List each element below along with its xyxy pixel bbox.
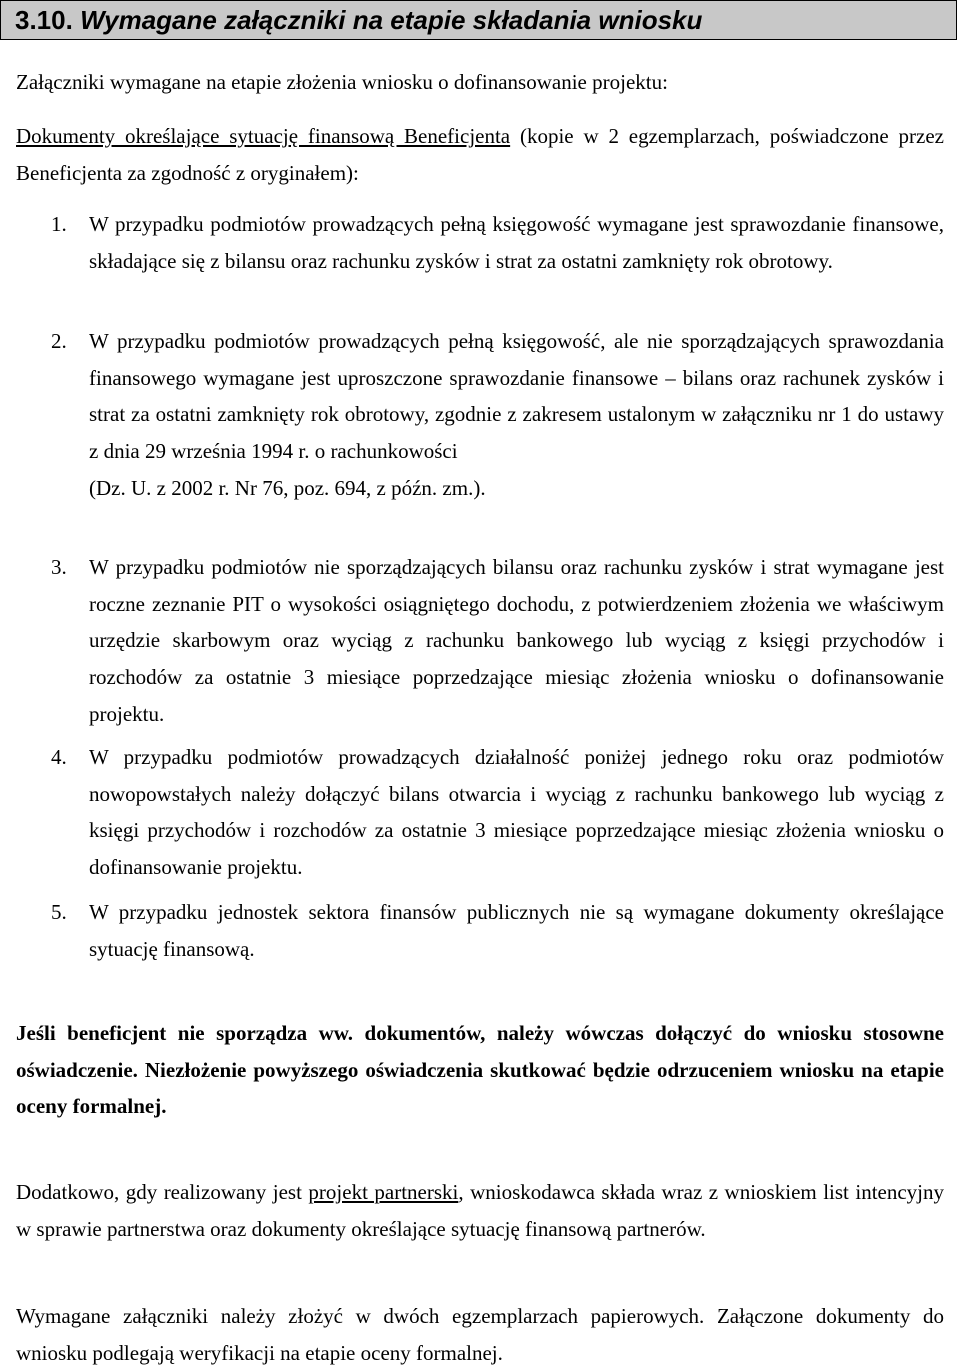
partner-paragraph xyxy=(16,1174,944,1247)
final-paragraph: Wymagane załączniki należy złożyć w dwóch egzemplarzach papierowych. Załączone dokumenty do wniosku podlegają weryfikacji na etapie oceny formalnej. xyxy=(16,1304,944,1365)
list-item-text: W przypadku jednostek sektora finansów publicznych nie są wymagane dokumenty określające sytuację finansową. xyxy=(89,900,944,961)
list-item xyxy=(16,739,944,886)
list-item-text: W przypadku podmiotów nie sporządzających bilansu oraz rachunku zysków i strat wymagane jest roczne zeznanie PIT o wysokości osiągniętego dochodu, z potwierdzeniem złożenia we właściwym urzędzie skarbowym oraz wyciąg z rachunku bankowego lub wyciąg z księgi przychodów i rozchodów za ostatnie 3 miesiące poprzedzające miesiąc złożenia wniosku o dofinansowanie projektu. xyxy=(89,555,944,726)
partner-text-after: , wnioskodawca składa wraz z wnioskiem list intencyjny w sprawie partnerstwa oraz dokumenty określające sytuację finansową partnerów. xyxy=(16,1180,944,1241)
section-number: 3.10. xyxy=(15,5,73,35)
list-item xyxy=(16,323,944,507)
section-title: Wymagane załączniki na etapie składania wniosku xyxy=(80,5,703,35)
list-item-text: W przypadku podmiotów prowadzących pełną księgowość, ale nie sporządzających sprawozdania finansowego wymagane jest uproszczone sprawozdanie finansowe – bilans oraz rachunek zysków i strat za ostatni zamknięty rok obrotowy, zgodnie z zakresem ustalonym w załączniku nr 1 do ustawy z dnia 29 września 1994 r. o rachunkowości xyxy=(89,329,944,464)
list-item-number: 2. xyxy=(51,329,67,353)
bold-note: Jeśli beneficjent nie sporządza ww. dokumentów, należy wówczas dołączyć do wniosku stosowne oświadczenie. Niezłożenie powyższego oświadczenia skutkować będzie odrzuceniem wniosku na etapie oceny formalnej. xyxy=(16,1021,944,1119)
financial-docs-title: Dokumenty określające sytuację finansową Beneficjenta xyxy=(16,124,511,148)
list-item-number: 5. xyxy=(51,900,67,924)
financial-docs-paragraph xyxy=(16,118,944,191)
list-item-text: W przypadku podmiotów prowadzących pełną księgowość wymagane jest sprawozdanie finansowe, składające się z bilansu oraz rachunku zysków i strat za ostatni zamknięty rok obrotowy. xyxy=(89,212,944,273)
list-item xyxy=(16,894,944,967)
list-item-text-reference: (Dz. U. z 2002 r. Nr 76, poz. 694, z późn. zm.). xyxy=(89,475,486,500)
partner-project-link: projekt partnerski xyxy=(308,1180,459,1204)
intro-paragraph: Załączniki wymagane na etapie złożenia wniosku o dofinansowanie projektu: xyxy=(16,70,668,94)
list-item xyxy=(16,549,944,733)
partner-text-before: Dodatkowo, gdy realizowany jest xyxy=(16,1180,309,1204)
list-item-number: 1. xyxy=(51,212,67,236)
list-item xyxy=(16,206,944,279)
financial-docs-rest: (kopie w 2 egzemplarzach, poświadczone przez Beneficjenta za zgodność z oryginałem): xyxy=(16,124,945,185)
list-item-number: 3. xyxy=(51,555,67,579)
section-heading xyxy=(0,0,957,40)
list-item-number: 4. xyxy=(51,745,67,769)
list-item-text: W przypadku podmiotów prowadzących działalność poniżej jednego roku oraz podmiotów nowopowstałych należy dołączyć bilans otwarcia i wyciąg z rachunku bankowego lub wyciąg z księgi przychodów i rozchodów za ostatnie 3 miesiące poprzedzające miesiąc złożenia wniosku o dofinansowanie projektu. xyxy=(89,745,944,880)
